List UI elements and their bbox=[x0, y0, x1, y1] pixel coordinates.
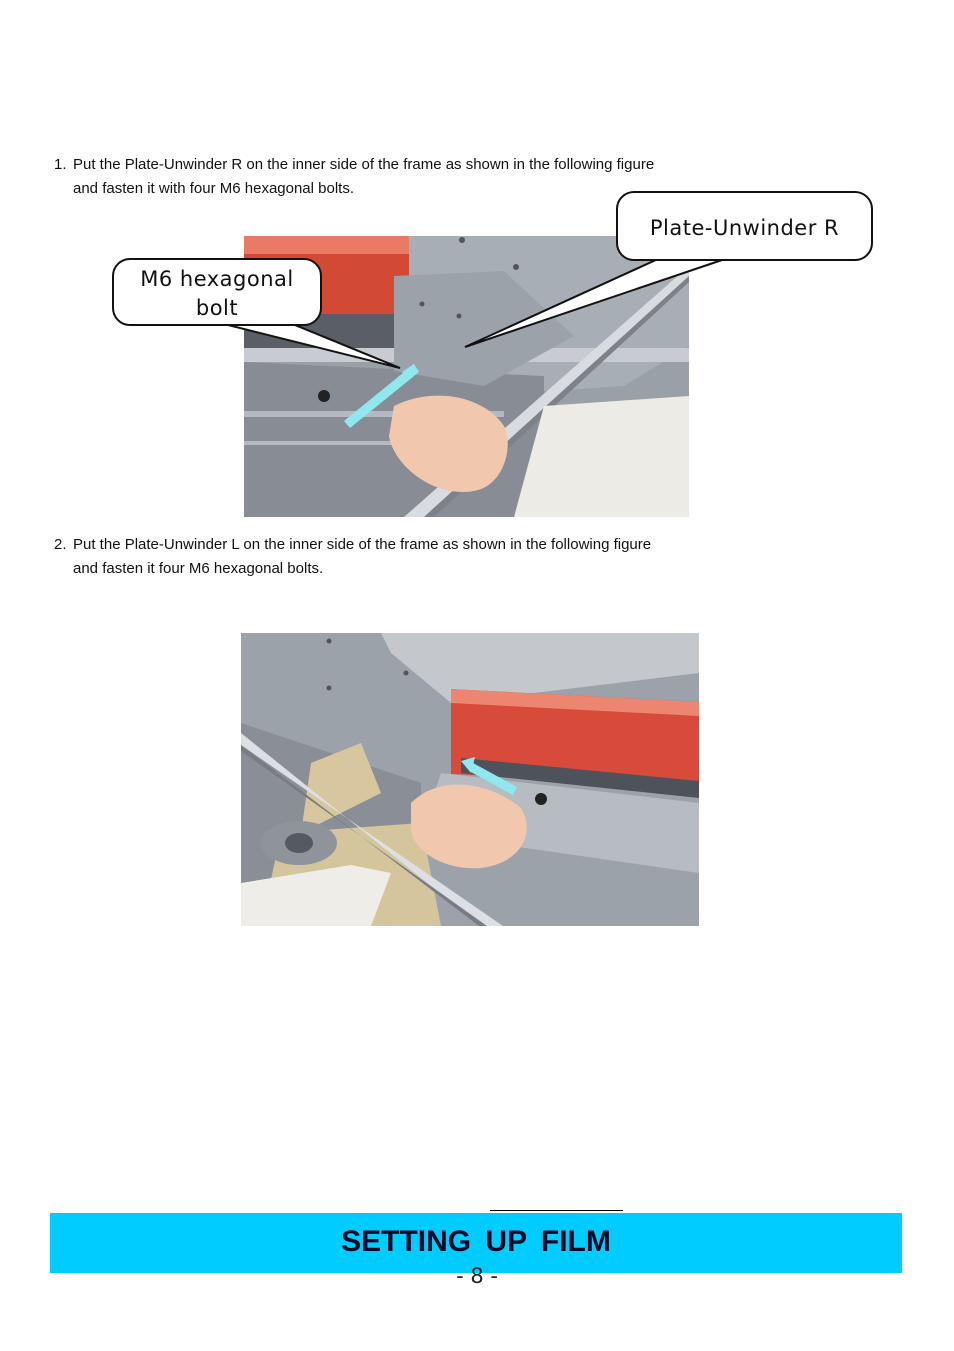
step-text-line-1: Put the Plate-Unwinder R on the inner side of the frame as shown in the following figure bbox=[73, 156, 655, 173]
section-title: SETTING UP FILM bbox=[341, 1225, 611, 1258]
step-text-line-2: and fasten it four M6 hexagonal bolts. bbox=[73, 560, 324, 577]
page-number: - 8 - bbox=[456, 1264, 498, 1288]
step-text-line-2: and fasten it with four M6 hexagonal bolts. bbox=[73, 180, 355, 197]
step-number: 2. bbox=[54, 536, 67, 553]
callout-label-line-1: M6 hexagonal bbox=[140, 267, 294, 291]
step-number: 1. bbox=[54, 156, 67, 173]
step-text-line-1: Put the Plate-Unwinder L on the inner side of the frame as shown in the following figure bbox=[73, 536, 652, 553]
callout-label-line-2: bolt bbox=[195, 296, 239, 320]
hexagonal-bolt-callout bbox=[112, 258, 322, 326]
plate-unwinder-callout bbox=[616, 191, 873, 261]
callout-label: Plate-Unwinder R bbox=[649, 216, 840, 240]
